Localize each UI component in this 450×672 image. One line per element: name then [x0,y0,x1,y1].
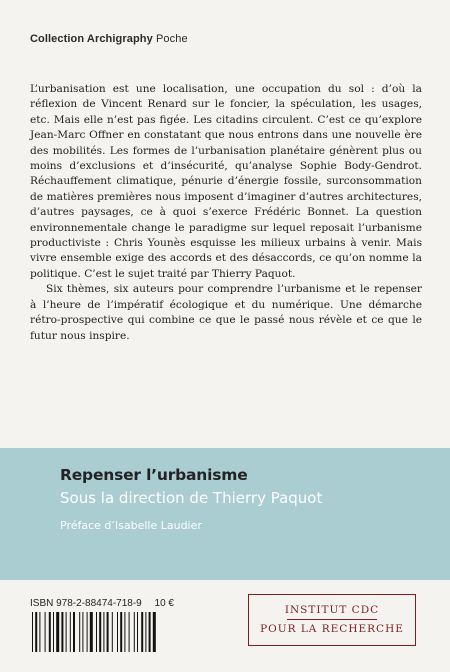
publisher-line-2: POUR LA RECHERCHE [260,623,404,635]
series-format: Poche [155,33,188,45]
price: 10 € [154,598,174,609]
back-cover-blurb [30,82,422,344]
publisher-logo [248,594,416,646]
book-subtitle: Sous la direction de Thierry Paquot [60,489,323,507]
barcode-image [30,612,196,652]
isbn-line [30,598,174,609]
publisher-divider [287,619,377,620]
blurb-paragraph-2: Six thèmes, six auteurs pour comprendre l’urbanisme et le repenser à l’heure de l’impératif écologique et du numérique. Une démarche rétro-prospective qui combine ce que le passé nous révèle et ce que le futur nous inspire. [30,283,422,342]
publisher-line-1: INSTITUT CDC [284,604,380,616]
isbn-number: ISBN 978-2-88474-718-9 [30,598,142,609]
book-title: Repenser l’urbanisme [60,466,248,484]
series-label [30,33,188,45]
blurb-paragraph-1: L’urbanisation est une localisation, une occupation du sol : d’où la réflexion de Vincent Renard sur le foncier, la spéculation, les usages, etc. Mais elle n’est pas figée. Les citadins circulent. C’est ce qu’explore Jean-Marc Offner en constatant que nous entrons dans une nouvelle ère des mobilités. Les formes de l’urbanisation planétaire génèrent plus ou moins d’exclusions et d’insécurité, qu’analyse Sophie Body-Gendrot. Réchauffement climatique, pénurie d’énergie fossile, surconsommation de matières premières nous imposent d’imaginer d’autres architectures, d’autres paysages, ce à quoi s’exerce Frédéric Bonnet. La question environnementale change le paradigme sur lequel reposait l’urbanisme productiviste : Chris Younès esquisse les milieux urbains à venir. Mais vivre ensemble exige des accords et des désaccords, ce qu’on nomme la politique. C’est le sujet traité par Thierry Paquot. [30,83,422,280]
book-preface: Préface d’Isabelle Laudier [60,519,202,532]
series-name: Collection Archigraphy [30,33,153,45]
